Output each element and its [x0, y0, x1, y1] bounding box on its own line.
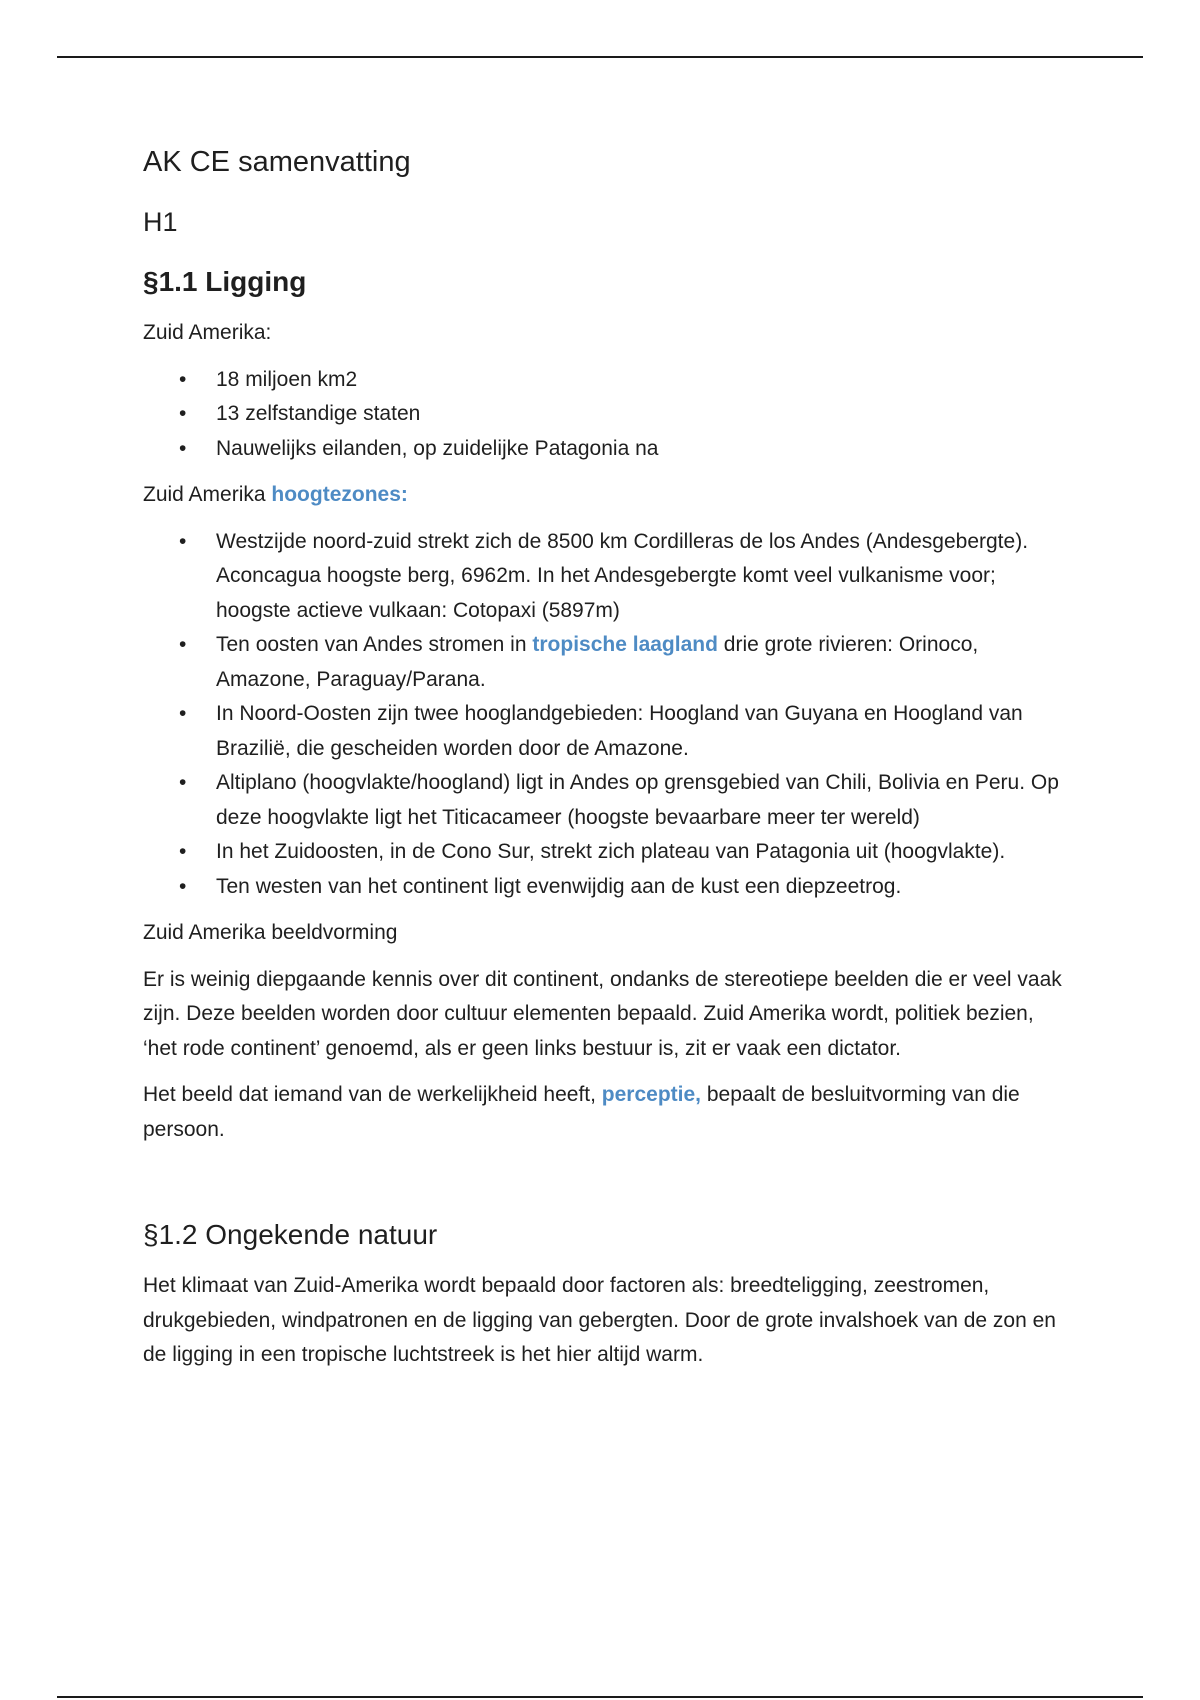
zones-label-text: Zuid Amerika — [143, 483, 266, 506]
list-item — [143, 628, 1063, 697]
zones-label — [143, 478, 1063, 513]
natuur-paragraph: Het klimaat van Zuid-Amerika wordt bepaald door factoren als: breedteligging, zeestromen, drukgebieden, windpatronen en de ligging van gebergten. Door de grote invalshoek van de zon en de ligging in een tropische luchtstreek is het hier altijd warm. — [143, 1274, 1056, 1366]
list-item: • 18 miljoen km2 — [143, 363, 1063, 398]
term-perceptie: perceptie, — [601, 1083, 702, 1106]
list-item: • Nauwelijks eilanden, op zuidelijke Patagonia na — [143, 432, 1063, 467]
footer-rule — [57, 1696, 1143, 1698]
term-hoogtezones: hoogtezones: — [271, 483, 408, 506]
document-page — [143, 138, 1063, 1373]
list-item-text: Ten oosten van Andes stromen in — [216, 633, 527, 656]
list-item: • In het Zuidoosten, in de Cono Sur, strekt zich plateau van Patagonia uit (hoogvlakte). — [143, 835, 1063, 870]
document-title: AK CE samenvatting — [143, 146, 411, 178]
list-item: • 13 zelfstandige staten — [143, 397, 1063, 432]
list-item: • Altiplano (hoogvlakte/hoogland) ligt in Andes op grensgebied van Chili, Bolivia en Peru. Op deze hoogvlakte ligt het Titicacameer (hoogste bevaarbare meer ter wereld) — [143, 766, 1063, 835]
section-heading-natuur: §1.2 Ongekende natuur — [143, 1219, 438, 1250]
list-item: • Ten westen van het continent ligt evenwijdig aan de kust een diepzeetrog. — [143, 870, 1063, 905]
list-item: • Westzijde noord-zuid strekt zich de 8500 km Cordilleras de los Andes (Andesgebergte). Aconcagua hoogste berg, 6962m. In het Andesgebergte komt veel vulkanisme voor; hoogste actieve vulkaan: Cotopaxi (5897m) — [143, 525, 1063, 629]
header-rule — [57, 56, 1143, 58]
facts-list — [143, 363, 1063, 467]
intro-label: Zuid Amerika: — [143, 321, 272, 344]
zones-list — [143, 525, 1063, 905]
section-heading-ligging: §1.1 Ligging — [143, 266, 307, 297]
paragraph-text: Het beeld dat iemand van de werkelijkheid heeft, — [143, 1083, 596, 1106]
perceptie-paragraph — [143, 1078, 1063, 1147]
beeldvorming-label: Zuid Amerika beeldvorming — [143, 921, 398, 944]
beeldvorming-paragraph: Er is weinig diepgaande kennis over dit continent, ondanks de stereotiepe beelden die er veel vaak zijn. Deze beelden worden door cultuur elementen bepaald. Zuid Amerika wordt, politiek bezien, ‘het rode continent’ genoemd, als er geen links bestuur is, zit er vaak een dictator. — [143, 967, 1062, 1060]
list-item: • In Noord-Oosten zijn twee hooglandgebieden: Hoogland van Guyana en Hoogland van Brazilië, die gescheiden worden door de Amazone. — [143, 697, 1063, 766]
list-item-text: drie grote rivieren: Orinoco, Amazone, Paraguay/Parana. — [216, 633, 979, 691]
chapter-heading: H1 — [143, 207, 178, 237]
paragraph-text: bepaalt de besluitvorming van die persoon. — [143, 1083, 1020, 1141]
term-tropische-laagland: tropische laagland — [532, 633, 718, 656]
